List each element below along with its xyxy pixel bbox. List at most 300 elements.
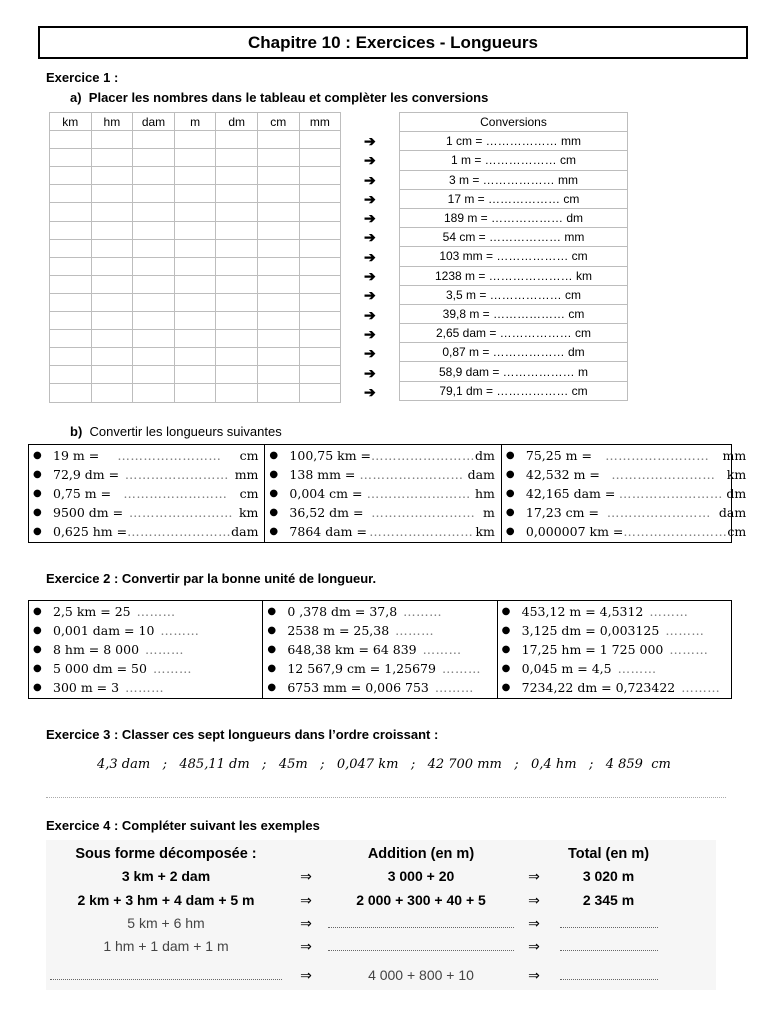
arrow-icon: ➔ xyxy=(364,287,376,304)
ex2-item[interactable] xyxy=(502,678,731,697)
bullet: ● xyxy=(501,644,511,655)
unit-cell[interactable] xyxy=(216,293,258,311)
unit-cell[interactable] xyxy=(174,312,216,330)
ex2-equation: 6753 mm = 0,006 753 xyxy=(287,680,429,695)
unit-cell[interactable] xyxy=(216,167,258,185)
conversion-item[interactable]: 0,87 m = ……………… dm xyxy=(400,343,628,362)
ex2-equation: 453,12 m = 4,5312 xyxy=(521,604,644,619)
unit-cell[interactable] xyxy=(257,366,299,384)
bullet: ● xyxy=(501,682,511,693)
ex2-item[interactable] xyxy=(267,678,496,697)
unit-header-hm: hm xyxy=(91,113,133,131)
ex2-item[interactable] xyxy=(33,659,262,678)
bullet: ● xyxy=(269,526,279,537)
unit-cell[interactable] xyxy=(174,257,216,275)
bullet: ● xyxy=(33,469,42,480)
unit-cell[interactable] xyxy=(91,239,133,257)
bullet: ● xyxy=(267,682,277,693)
conversion-row xyxy=(400,208,628,227)
unit-cell[interactable] xyxy=(174,167,216,185)
ex4-blank-cell[interactable] xyxy=(326,915,516,931)
conversion-item[interactable]: 54 cm = ……………… mm xyxy=(400,228,628,247)
ex1b-item[interactable] xyxy=(269,522,500,541)
answer-dots[interactable]: ……… xyxy=(441,661,481,676)
answer-dots[interactable]: …………………… xyxy=(129,505,234,520)
unit-cell[interactable] xyxy=(133,366,175,384)
conversion-item[interactable]: 103 mm = ……………… cm xyxy=(400,247,628,266)
unit-cell[interactable] xyxy=(133,131,175,149)
unit-cell[interactable] xyxy=(91,275,133,293)
conversion-row xyxy=(400,285,628,304)
arrow-icon: ⇒ xyxy=(300,915,312,931)
ex4-cell: 1 hm + 1 dam + 1 m xyxy=(103,938,229,954)
answer-dots[interactable]: ……… xyxy=(152,661,192,676)
ex2-item[interactable] xyxy=(502,621,731,640)
unit-cell[interactable] xyxy=(91,131,133,149)
unit-cell[interactable] xyxy=(174,384,216,402)
ex1b-item[interactable] xyxy=(269,484,500,503)
unit-cell[interactable] xyxy=(299,221,341,239)
conversion-item[interactable]: 79,1 dm = ……………… cm xyxy=(400,381,628,400)
ex1b-lhs: 17,23 cm = xyxy=(525,505,599,520)
answer-dots[interactable]: …………………… xyxy=(611,467,716,482)
unit-cell[interactable] xyxy=(91,167,133,185)
unit-cell[interactable] xyxy=(174,239,216,257)
ex1b-lhs: 7864 dam = xyxy=(289,524,367,539)
unit-cell[interactable] xyxy=(50,293,92,311)
ex4-blank-cell[interactable] xyxy=(556,938,661,954)
unit-cell[interactable] xyxy=(91,293,133,311)
arrow-icon: ➔ xyxy=(364,171,376,188)
answer-dots[interactable]: …………………… xyxy=(117,448,222,463)
answer-dots[interactable]: ……… xyxy=(160,623,200,638)
ex1b-lhs: 138 mm = xyxy=(289,467,356,482)
unit-cell[interactable] xyxy=(91,348,133,366)
unit-cell[interactable] xyxy=(50,185,92,203)
unit-cell[interactable] xyxy=(174,221,216,239)
ex2-equation: 0,001 dam = 10 xyxy=(53,623,155,638)
ex2-item[interactable] xyxy=(33,640,262,659)
unit-cell[interactable] xyxy=(299,185,341,203)
unit-cell[interactable] xyxy=(133,257,175,275)
unit-cell[interactable] xyxy=(133,239,175,257)
arrow-icon: ➔ xyxy=(364,229,376,246)
unit-cell[interactable] xyxy=(174,185,216,203)
ex1b-lhs: 9500 dm = xyxy=(53,505,124,520)
ex1b-item[interactable] xyxy=(33,484,264,503)
ex2-equation: 2,5 km = 25 xyxy=(53,604,131,619)
unit-cell[interactable] xyxy=(257,312,299,330)
bullet: ● xyxy=(505,469,515,480)
ex2-equation: 8 hm = 8 000 xyxy=(53,642,140,657)
unit-cell[interactable] xyxy=(91,149,133,167)
unit-cell[interactable] xyxy=(216,312,258,330)
ex1b-unit: m xyxy=(483,505,495,520)
unit-cell[interactable] xyxy=(299,203,341,221)
answer-dots[interactable]: ……… xyxy=(422,642,462,657)
answer-dots[interactable]: …………………… xyxy=(123,486,228,501)
ex3-heading: Exercice 3 : Classer ces sept longueurs dans l’ordre croissant : xyxy=(46,727,439,742)
ex4-header-2: Addition (en m) xyxy=(367,846,475,862)
ex1b-item[interactable] xyxy=(33,465,264,484)
ex1b-unit: mm xyxy=(234,467,259,482)
ex1a-label: a) xyxy=(70,90,82,105)
unit-cell[interactable] xyxy=(91,257,133,275)
ex2-equation: 5 000 dm = 50 xyxy=(53,661,147,676)
answer-dots[interactable]: …………………… xyxy=(605,448,710,463)
ex4-row xyxy=(46,967,716,991)
unit-cell[interactable] xyxy=(257,149,299,167)
answer-dots[interactable]: ……… xyxy=(145,642,185,657)
unit-cell[interactable] xyxy=(133,330,175,348)
unit-cell[interactable] xyxy=(91,203,133,221)
bullet: ● xyxy=(267,625,277,636)
unit-cell[interactable] xyxy=(216,366,258,384)
unit-header-dam: dam xyxy=(133,113,175,131)
ex1b-lhs: 100,75 km = xyxy=(289,448,372,463)
arrow-icon: ⇒ xyxy=(300,892,312,908)
answer-dots[interactable]: …………………… xyxy=(371,448,476,463)
unit-row xyxy=(50,185,341,203)
unit-cell[interactable] xyxy=(216,384,258,402)
ex1a-heading xyxy=(70,90,488,105)
answer-blank[interactable] xyxy=(328,938,514,951)
ex2-box xyxy=(28,600,732,699)
ex2-item[interactable] xyxy=(267,640,496,659)
answer-blank[interactable] xyxy=(328,915,514,928)
conversion-item[interactable]: 39,8 m = ……………… cm xyxy=(400,304,628,323)
unit-cell[interactable] xyxy=(299,384,341,402)
unit-row xyxy=(50,221,341,239)
unit-cell[interactable] xyxy=(257,384,299,402)
unit-cell[interactable] xyxy=(50,149,92,167)
ex1b-item[interactable] xyxy=(33,522,264,541)
bullet: ● xyxy=(505,507,515,518)
unit-cell[interactable] xyxy=(257,257,299,275)
ex1b-lhs: 42,165 dam = xyxy=(525,486,616,501)
arrow-icon: ➔ xyxy=(364,325,376,342)
ex1b-lhs: 0,75 m = xyxy=(53,486,112,501)
conversion-row xyxy=(400,247,628,266)
unit-cell[interactable] xyxy=(299,239,341,257)
unit-cell[interactable] xyxy=(91,330,133,348)
unit-cell[interactable] xyxy=(299,312,341,330)
page-title: Chapitre 10 : Exercices - Longueurs xyxy=(38,26,748,59)
unit-cell[interactable] xyxy=(257,330,299,348)
unit-cell[interactable] xyxy=(299,348,341,366)
unit-cell[interactable] xyxy=(216,275,258,293)
ex1b-lhs: 19 m = xyxy=(53,448,100,463)
unit-cell[interactable] xyxy=(216,257,258,275)
answer-dots[interactable]: ……… xyxy=(665,623,705,638)
answer-dots[interactable]: ……… xyxy=(669,642,709,657)
unit-cell[interactable] xyxy=(50,221,92,239)
ex2-item[interactable] xyxy=(502,640,731,659)
arrow-icon: ⇒ xyxy=(528,892,540,908)
ex1b-column xyxy=(29,445,264,542)
unit-cell[interactable] xyxy=(174,330,216,348)
ex1b-lhs: 0,004 cm = xyxy=(289,486,363,501)
ex2-column xyxy=(29,601,262,698)
unit-table xyxy=(49,112,341,403)
ex4-blank-cell[interactable] xyxy=(326,938,516,954)
ex1b-item[interactable] xyxy=(506,484,752,503)
unit-row xyxy=(50,149,341,167)
conversion-item[interactable]: 17 m = ……………… cm xyxy=(400,189,628,208)
answer-dots[interactable]: ……… xyxy=(681,680,721,695)
unit-cell[interactable] xyxy=(133,203,175,221)
unit-cell[interactable] xyxy=(257,293,299,311)
ex1b-unit: km xyxy=(238,505,259,520)
unit-row xyxy=(50,167,341,185)
ex1-heading: Exercice 1 : xyxy=(46,70,119,85)
unit-cell[interactable] xyxy=(50,330,92,348)
ex2-item[interactable] xyxy=(267,621,496,640)
unit-cell[interactable] xyxy=(216,185,258,203)
answer-dots[interactable]: ……… xyxy=(649,604,689,619)
ex1b-lhs: 72,9 dm = xyxy=(53,467,120,482)
bullet: ● xyxy=(267,663,277,674)
unit-cell[interactable] xyxy=(50,203,92,221)
unit-row xyxy=(50,330,341,348)
unit-cell[interactable] xyxy=(91,384,133,402)
ex2-equation: 648,38 km = 64 839 xyxy=(287,642,417,657)
unit-cell[interactable] xyxy=(50,275,92,293)
conversions-header: Conversions xyxy=(400,113,628,132)
unit-cell[interactable] xyxy=(299,131,341,149)
unit-cell[interactable] xyxy=(50,312,92,330)
answer-blank[interactable] xyxy=(560,967,658,980)
ex2-item[interactable] xyxy=(267,659,496,678)
answer-dots[interactable]: ……… xyxy=(403,604,443,619)
ex2-item[interactable] xyxy=(33,678,262,697)
answer-dots[interactable]: ……… xyxy=(434,680,474,695)
unit-cell[interactable] xyxy=(91,366,133,384)
ex1b-item[interactable] xyxy=(269,465,500,484)
unit-row xyxy=(50,348,341,366)
ex1b-item[interactable] xyxy=(33,446,264,465)
unit-cell[interactable] xyxy=(257,131,299,149)
unit-cell[interactable] xyxy=(174,293,216,311)
answer-line[interactable] xyxy=(46,797,726,798)
ex1b-unit: km xyxy=(475,524,495,539)
ex1b-item[interactable] xyxy=(269,503,500,522)
answer-dots[interactable]: …………………… xyxy=(127,524,232,539)
unit-cell[interactable] xyxy=(216,239,258,257)
answer-dots[interactable]: …………………… xyxy=(359,467,464,482)
conversion-item[interactable]: 58,9 dam = ……………… m xyxy=(400,362,628,381)
arrow-icon: ⇒ xyxy=(528,868,540,884)
ex1b-item[interactable] xyxy=(506,446,752,465)
bullet: ● xyxy=(501,606,511,617)
conversions-table xyxy=(399,112,628,401)
unit-row xyxy=(50,203,341,221)
unit-cell[interactable] xyxy=(91,221,133,239)
unit-cell[interactable] xyxy=(257,348,299,366)
ex4-cell: 3 km + 2 dam xyxy=(121,868,211,884)
conversion-row xyxy=(400,304,628,323)
ex1b-item[interactable] xyxy=(506,503,752,522)
ex1b-item[interactable] xyxy=(33,503,264,522)
ex1b-column xyxy=(264,445,500,542)
answer-dots[interactable]: ……… xyxy=(395,623,435,638)
answer-dots[interactable]: …………………… xyxy=(124,467,229,482)
unit-cell[interactable] xyxy=(257,221,299,239)
unit-cell[interactable] xyxy=(133,293,175,311)
bullet: ● xyxy=(33,606,42,617)
conversion-item[interactable]: 3,5 m = ……………… cm xyxy=(400,285,628,304)
ex1b-unit: hm xyxy=(474,486,495,501)
ex1b-lhs: 42,532 m = xyxy=(525,467,600,482)
unit-cell[interactable] xyxy=(91,312,133,330)
arrow-icon: ⇒ xyxy=(300,868,312,884)
ex1b-unit: km xyxy=(726,467,747,482)
unit-cell[interactable] xyxy=(50,384,92,402)
unit-cell[interactable] xyxy=(50,131,92,149)
ex2-column xyxy=(262,601,496,698)
conversion-row xyxy=(400,324,628,343)
bullet: ● xyxy=(33,488,42,499)
unit-cell[interactable] xyxy=(299,275,341,293)
conversion-item[interactable]: 2,65 dam = ……………… cm xyxy=(400,324,628,343)
unit-cell[interactable] xyxy=(133,149,175,167)
answer-blank[interactable] xyxy=(50,967,282,980)
unit-cell[interactable] xyxy=(257,239,299,257)
ex4-cell: 2 000 + 300 + 40 + 5 xyxy=(356,892,486,908)
arrow-icon: ⇒ xyxy=(528,915,540,931)
ex1b-item[interactable] xyxy=(506,522,752,541)
unit-cell[interactable] xyxy=(174,131,216,149)
unit-cell[interactable] xyxy=(257,275,299,293)
unit-cell[interactable] xyxy=(174,348,216,366)
unit-cell[interactable] xyxy=(133,384,175,402)
unit-header-dm: dm xyxy=(216,113,258,131)
ex3-lengths: 4,3 dam ; 485,11 dm ; 45m ; 0,047 km ; 42 700 mm ; 0,4 hm ; 4 859 cm xyxy=(97,757,671,772)
unit-cell[interactable] xyxy=(216,348,258,366)
unit-cell[interactable] xyxy=(299,330,341,348)
ex2-item[interactable] xyxy=(502,602,731,621)
unit-cell[interactable] xyxy=(216,203,258,221)
unit-row xyxy=(50,366,341,384)
unit-cell[interactable] xyxy=(216,149,258,167)
arrow-icon: ⇒ xyxy=(528,938,540,954)
unit-cell[interactable] xyxy=(299,293,341,311)
conversion-item[interactable]: 189 m = ……………… dm xyxy=(400,208,628,227)
ex2-equation: 7234,22 dm = 0,723422 xyxy=(521,680,676,695)
unit-cell[interactable] xyxy=(50,348,92,366)
unit-cell[interactable] xyxy=(174,275,216,293)
unit-cell[interactable] xyxy=(133,167,175,185)
conversion-row xyxy=(400,381,628,400)
answer-dots[interactable]: …………………… xyxy=(371,505,476,520)
unit-cell[interactable] xyxy=(133,312,175,330)
bullet: ● xyxy=(33,625,42,636)
answer-dots[interactable]: …………………… xyxy=(618,486,723,501)
conversion-item[interactable]: 1238 m = ………………… km xyxy=(400,266,628,285)
answer-blank[interactable] xyxy=(560,915,658,928)
conversion-item[interactable]: 3 m = ……………… mm xyxy=(400,170,628,189)
ex1b-unit: cm xyxy=(727,524,747,539)
ex1b-item[interactable] xyxy=(506,465,752,484)
ex4-cell: 3 020 m xyxy=(582,868,635,884)
unit-row xyxy=(50,275,341,293)
answer-dots[interactable]: ……… xyxy=(136,604,176,619)
ex2-equation: 300 m = 3 xyxy=(53,680,120,695)
ex1b-unit: cm xyxy=(239,486,259,501)
answer-dots[interactable]: …………………… xyxy=(366,486,471,501)
conversion-item[interactable]: 1 cm = ……………… mm xyxy=(400,132,628,151)
answer-dots[interactable]: ……… xyxy=(617,661,657,676)
unit-row xyxy=(50,131,341,149)
unit-cell[interactable] xyxy=(91,185,133,203)
ex4-cell: 2 345 m xyxy=(582,892,635,908)
unit-cell[interactable] xyxy=(299,149,341,167)
unit-cell[interactable] xyxy=(50,239,92,257)
conversion-row xyxy=(400,170,628,189)
unit-cell[interactable] xyxy=(133,348,175,366)
unit-cell[interactable] xyxy=(50,366,92,384)
unit-cell[interactable] xyxy=(216,131,258,149)
unit-cell[interactable] xyxy=(133,275,175,293)
ex4-table xyxy=(46,840,716,990)
ex2-item[interactable] xyxy=(502,659,731,678)
ex4-blank-cell[interactable] xyxy=(556,967,661,983)
unit-cell[interactable] xyxy=(174,366,216,384)
unit-cell[interactable] xyxy=(50,167,92,185)
ex1b-item[interactable] xyxy=(269,446,500,465)
unit-cell[interactable] xyxy=(257,203,299,221)
conversion-item[interactable]: 1 m = ……………… cm xyxy=(400,151,628,170)
ex1b-unit: mm xyxy=(722,448,747,463)
ex1b-unit: dm xyxy=(726,486,747,501)
ex4-cell: 2 km + 3 hm + 4 dam + 5 m xyxy=(77,892,255,908)
bullet: ● xyxy=(269,488,279,499)
answer-dots[interactable]: …………………… xyxy=(623,524,728,539)
arrow-icon: ➔ xyxy=(364,248,376,265)
unit-cell[interactable] xyxy=(133,221,175,239)
ex1b-label: b) xyxy=(70,424,83,439)
arrow-icon: ➔ xyxy=(364,268,376,285)
ex4-blank-cell[interactable] xyxy=(46,967,286,983)
ex1a-text: Placer les nombres dans le tableau et complèter les conversions xyxy=(88,90,489,105)
unit-cell[interactable] xyxy=(299,167,341,185)
answer-dots[interactable]: ……… xyxy=(125,680,165,695)
answer-blank[interactable] xyxy=(560,938,658,951)
ex1b-text: Convertir les longueurs suivantes xyxy=(89,424,282,439)
unit-cell[interactable] xyxy=(299,257,341,275)
unit-cell[interactable] xyxy=(299,366,341,384)
unit-cell[interactable] xyxy=(50,257,92,275)
unit-cell[interactable] xyxy=(174,149,216,167)
ex2-equation: 17,25 hm = 1 725 000 xyxy=(521,642,664,657)
bullet: ● xyxy=(33,507,42,518)
unit-row xyxy=(50,239,341,257)
ex4-cell: 3 000 + 20 xyxy=(387,868,455,884)
ex4-blank-cell[interactable] xyxy=(556,915,661,931)
unit-cell[interactable] xyxy=(257,185,299,203)
ex2-item[interactable] xyxy=(33,602,262,621)
ex2-item[interactable] xyxy=(33,621,262,640)
answer-dots[interactable]: …………………… xyxy=(369,524,474,539)
unit-cell[interactable] xyxy=(133,185,175,203)
ex2-item[interactable] xyxy=(267,602,496,621)
unit-cell[interactable] xyxy=(216,330,258,348)
arrow-icon: ➔ xyxy=(364,190,376,207)
unit-cell[interactable] xyxy=(216,221,258,239)
unit-cell[interactable] xyxy=(174,203,216,221)
unit-cell[interactable] xyxy=(257,167,299,185)
answer-dots[interactable]: …………………… xyxy=(606,505,711,520)
